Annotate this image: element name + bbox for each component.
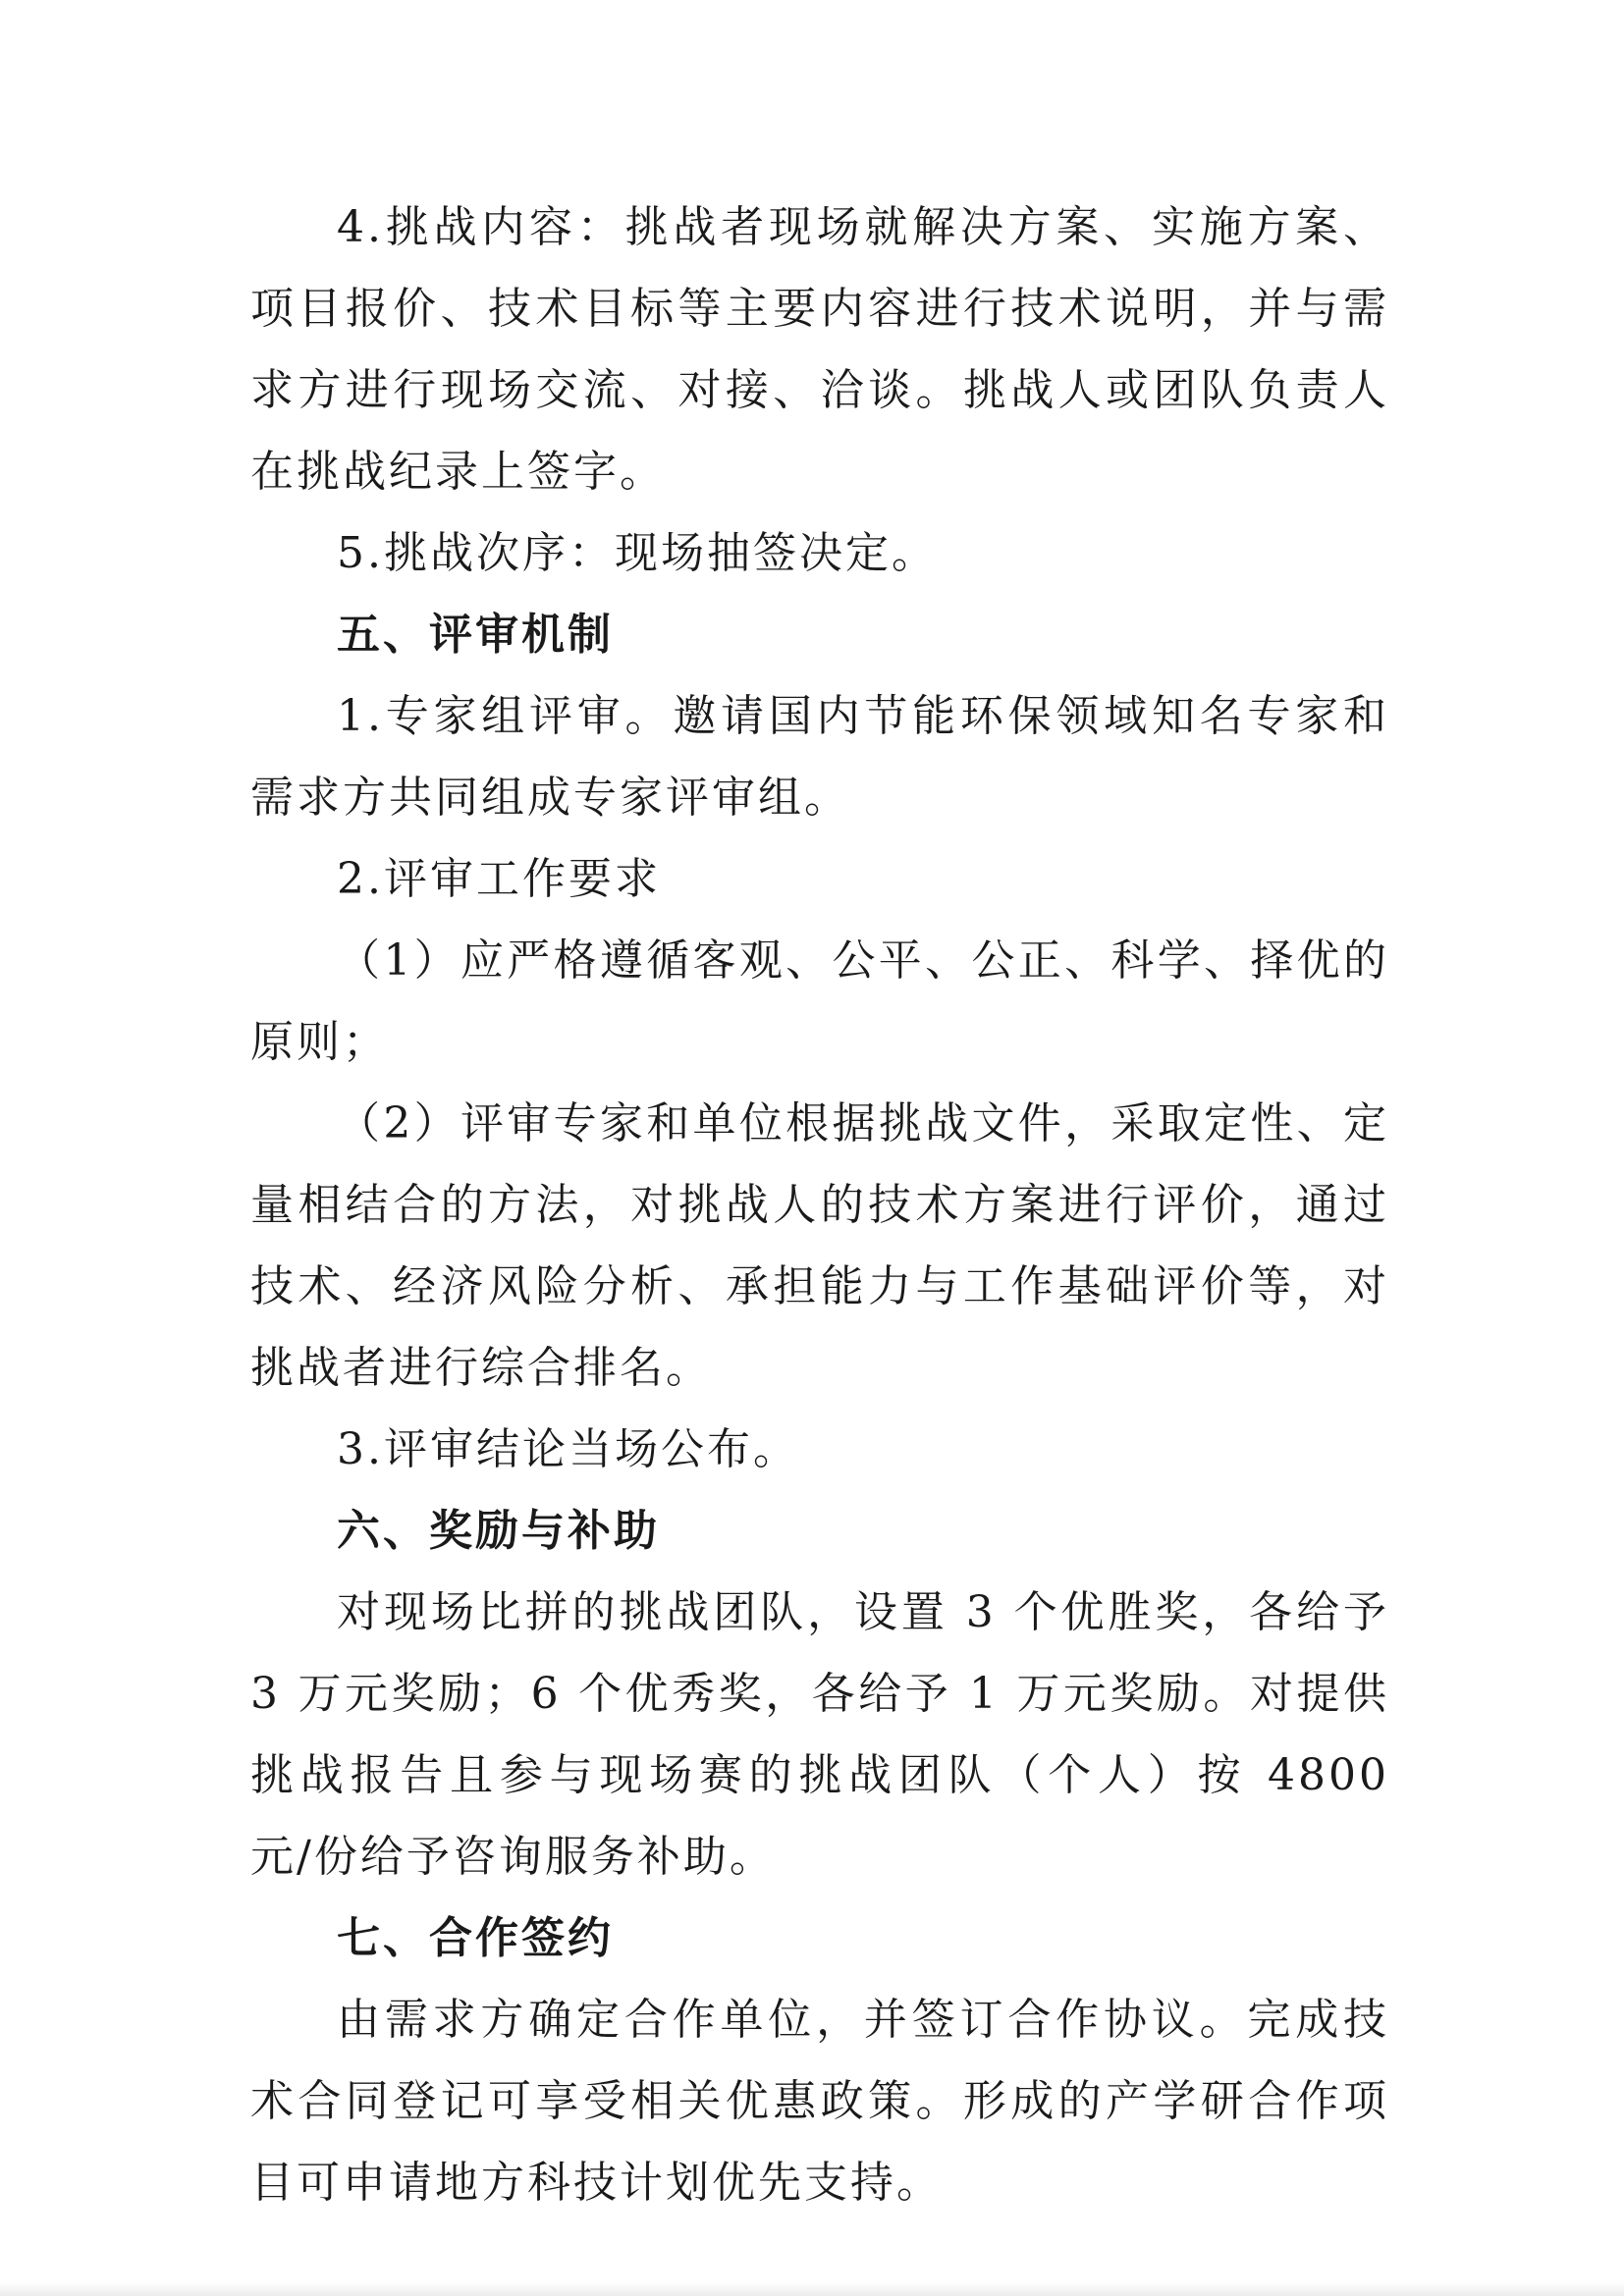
paragraph-challenge-content: 4.挑战内容：挑战者现场就解决方案、实施方案、项目报价、技术目标等主要内容进行技术说明，并与需求方进行现场交流、对接、洽谈。挑战人或团队负责人在挑战纪录上签字。 [250, 202, 1389, 497]
section-heading-cooperation: 七、合作签约 [337, 1913, 614, 1963]
document-body [250, 187, 1389, 2223]
section-heading-awards: 六、奖励与补助 [337, 1506, 660, 1556]
paragraph-cooperation: 由需求方确定合作单位，并签订合作协议。完成技术合同登记可享受相关优惠政策。形成的产学研合作项目可申请地方科技计划优先支持。 [250, 1995, 1389, 2208]
paragraph-review-requirements: 2.评审工作要求 [337, 854, 661, 904]
scan-bottom-edge [0, 2282, 1624, 2296]
paragraph-awards: 对现场比拼的挑战团队，设置 3 个优胜奖，各给予 3 万元奖励；6 个优秀奖，各给予 1 万元奖励。对提供挑战报告且参与现场赛的挑战团队（个人）按 4800 元/份给予咨询服务补助。 [250, 1587, 1389, 1882]
paragraph-requirement-2: （2）评审专家和单位根据挑战文件，采取定性、定量相结合的方法，对挑战人的技术方案进行评价，通过技术、经济风险分析、承担能力与工作基础评价等，对挑战者进行综合排名。 [250, 1098, 1389, 1393]
paragraph-expert-review: 1.专家组评审。邀请国内节能环保领域知名专家和需求方共同组成专家评审组。 [250, 691, 1389, 823]
paragraph-requirement-1: （1）应严格遵循客观、公平、公正、科学、择优的原则； [250, 935, 1389, 1067]
paragraph-review-conclusion: 3.评审结论当场公布。 [337, 1424, 799, 1474]
paragraph-challenge-order: 5.挑战次序：现场抽签决定。 [337, 528, 938, 578]
section-heading-review-mechanism: 五、评审机制 [337, 610, 614, 660]
